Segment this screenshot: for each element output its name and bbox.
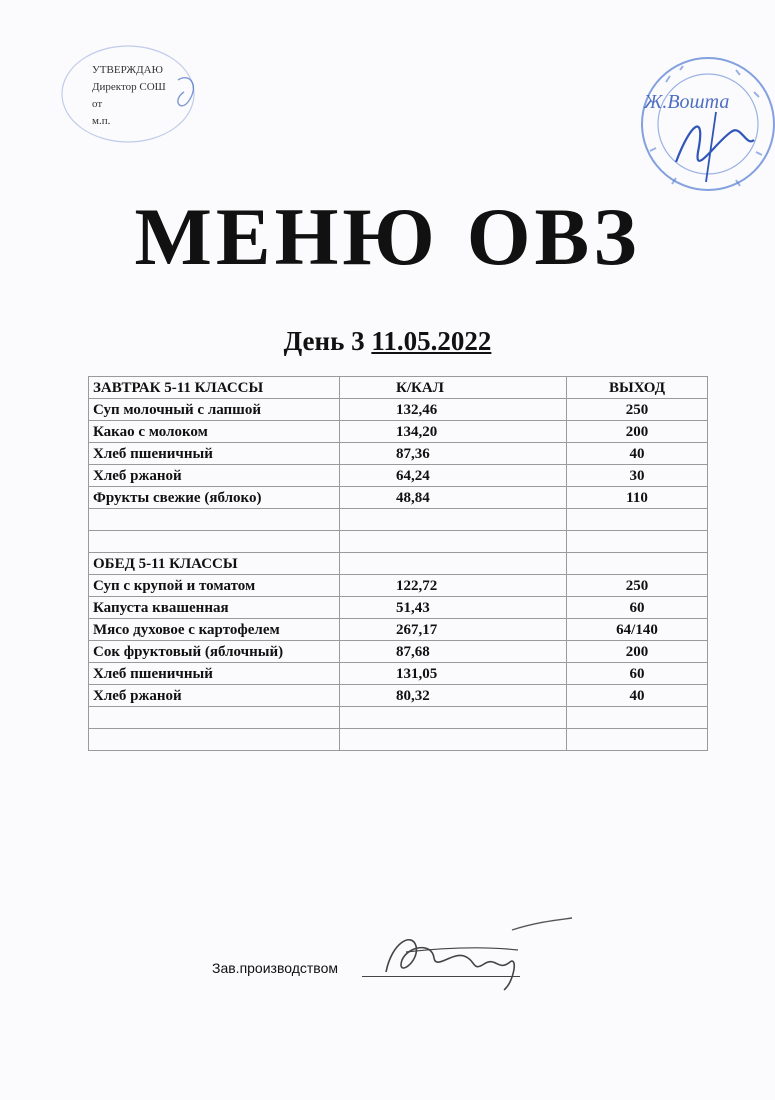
table-row: [89, 487, 708, 509]
dish-portion: 200: [567, 641, 708, 663]
approval-position: Директор СОШ: [92, 81, 166, 93]
kcal-header: К/КАЛ: [340, 377, 567, 399]
dish-kcal: 80,32: [340, 685, 567, 707]
dish-name: Хлеб ржаной: [89, 685, 340, 707]
table-row: [89, 619, 708, 641]
dish-portion: 250: [567, 575, 708, 597]
dish-kcal: 134,20: [340, 421, 567, 443]
dish-name: Хлеб ржаной: [89, 465, 340, 487]
dish-kcal: 131,05: [340, 663, 567, 685]
dish-kcal: 87,68: [340, 641, 567, 663]
dish-portion: 250: [567, 399, 708, 421]
breakfast-header: ЗАВТРАК 5-11 КЛАССЫ: [89, 377, 340, 399]
portion-header: ВЫХОД: [567, 377, 708, 399]
dish-kcal: 132,46: [340, 399, 567, 421]
empty-row: [89, 509, 708, 531]
dish-kcal: 64,24: [340, 465, 567, 487]
empty-row: [89, 707, 708, 729]
dish-portion: 60: [567, 597, 708, 619]
breakfast-header-row: [89, 377, 708, 399]
dish-portion: 60: [567, 663, 708, 685]
table-row: [89, 575, 708, 597]
dish-name: Сок фруктовый (яблочный): [89, 641, 340, 663]
empty-row: [89, 531, 708, 553]
title-word-menu: МЕНЮ: [134, 191, 439, 282]
table-row: [89, 465, 708, 487]
dish-kcal: 48,84: [340, 487, 567, 509]
table-row: [89, 597, 708, 619]
lunch-header: ОБЕД 5-11 КЛАССЫ: [89, 553, 340, 575]
dish-portion: 40: [567, 443, 708, 465]
table-row: [89, 399, 708, 421]
dish-portion: 64/140: [567, 619, 708, 641]
approval-date-line: от: [92, 98, 103, 110]
day-date: 11.05.2022: [371, 326, 492, 356]
dish-kcal: 51,43: [340, 597, 567, 619]
page-title: [0, 190, 775, 284]
table-row: [89, 685, 708, 707]
dish-name: Суп молочный с лапшой: [89, 399, 340, 421]
table-row: [89, 443, 708, 465]
dish-name: Фрукты свежие (яблоко): [89, 487, 340, 509]
round-stamp-icon: [636, 52, 775, 202]
lunch-header-row: [89, 553, 708, 575]
dish-portion: 200: [567, 421, 708, 443]
menu-table: [88, 376, 708, 751]
dish-portion: 30: [567, 465, 708, 487]
title-word-ovz: ОВЗ: [466, 191, 641, 282]
dish-name: Суп с крупой и томатом: [89, 575, 340, 597]
approval-title: УТВЕРЖДАЮ: [92, 64, 163, 76]
production-manager-label: Зав.производством: [212, 960, 338, 976]
dish-portion: 40: [567, 685, 708, 707]
day-label: День 3: [283, 326, 365, 356]
dish-name: Хлеб пшеничный: [89, 443, 340, 465]
day-heading: [0, 326, 775, 357]
table-row: [89, 663, 708, 685]
dish-name: Мясо духовое с картофелем: [89, 619, 340, 641]
dish-portion: 110: [567, 487, 708, 509]
dish-kcal: 122,72: [340, 575, 567, 597]
dish-kcal: 267,17: [340, 619, 567, 641]
dish-kcal: 87,36: [340, 443, 567, 465]
dish-name: Хлеб пшеничный: [89, 663, 340, 685]
table-row: [89, 421, 708, 443]
approval-seal-mark: м.п.: [92, 115, 111, 127]
signature-icon: [372, 912, 582, 1002]
dish-name: Какао с молоком: [89, 421, 340, 443]
table-row: [89, 641, 708, 663]
approval-block: [92, 62, 232, 130]
dish-name: Капуста квашенная: [89, 597, 340, 619]
empty-row: [89, 729, 708, 751]
stamp-text: Ж.Вошта: [644, 91, 730, 113]
